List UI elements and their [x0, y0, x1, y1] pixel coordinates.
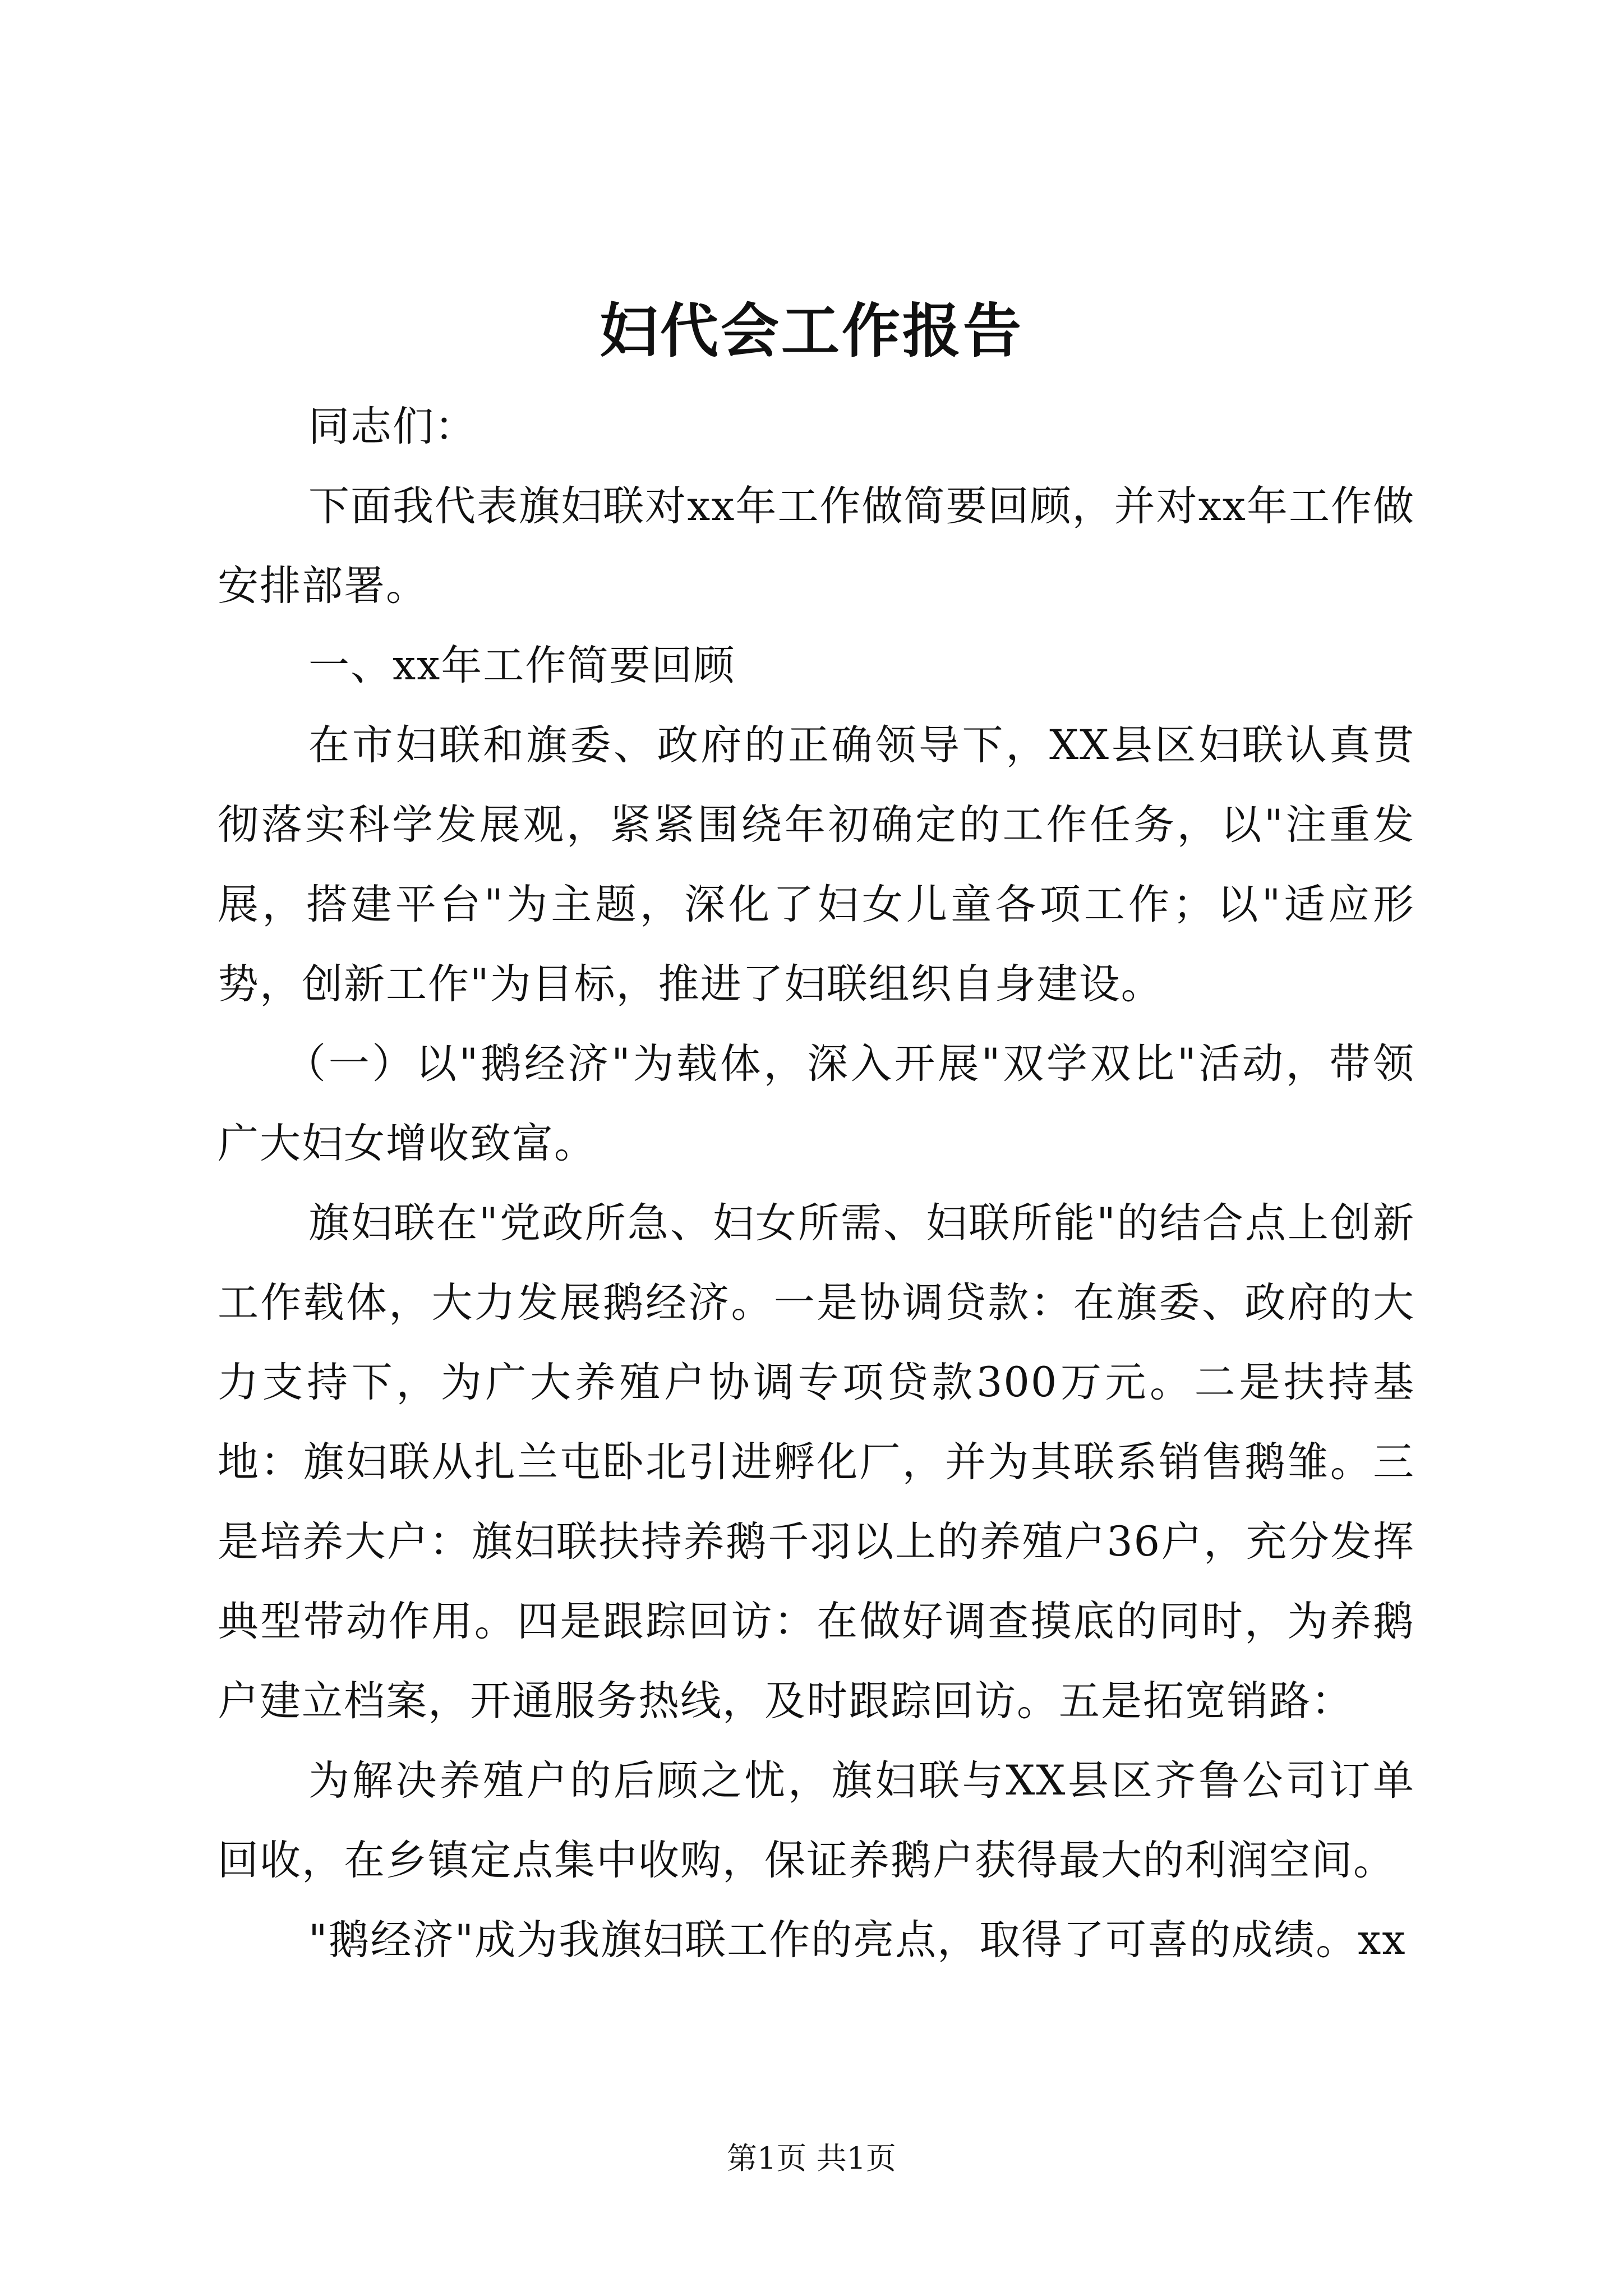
subsection-heading: （一）以"鹅经济"为载体，深入开展"双学双比"活动，带领广大妇女增收致富。 [218, 1040, 1415, 1167]
document-title: 妇代会工作报告 [599, 296, 1023, 365]
page-footer: 第1页 共1页 [727, 2141, 896, 2176]
document-body [218, 387, 1415, 1980]
section-heading: 一、xx年工作简要回顾 [308, 642, 736, 689]
body-paragraph: 旗妇联在"党政所急、妇女所需、妇联所能"的结合点上创新工作载体，大力发展鹅经济。一是协调贷款：在旗委、政府的大力支持下，为广大养殖户协调专项贷款300万元。二是扶持基地：旗妇联从扎兰屯卧北引进孵化厂，并为其联系销售鹅雏。三是培养大户：旗妇联扶持养鹅千羽以上的养殖户36户，充分发挥典型带动作用。四是跟踪回访：在做好调查摸底的同时，为养鹅户建立档案，开通服务热线，及时跟踪回访。五是拓宽销路： [218, 1199, 1415, 1725]
body-paragraph: 在市妇联和旗委、政府的正确领导下，XX县区妇联认真贯彻落实科学发展观，紧紧围绕年初确定的工作任务，以"注重发展，搭建平台"为主题，深化了妇女儿童各项工作；以"适应形势，创新工作"为目标，推进了妇联组织自身建设。 [218, 721, 1415, 1008]
body-paragraph: 为解决养殖户的后顾之忧，旗妇联与XX县区齐鲁公司订单回收，在乡镇定点集中收购，保证养鹅户获得最大的利润空间。 [218, 1757, 1415, 1884]
body-paragraph: "鹅经济"成为我旗妇联工作的亮点，取得了可喜的成绩。xx [308, 1916, 1407, 1964]
salutation-paragraph: 同志们： [308, 403, 477, 450]
intro-paragraph: 下面我代表旗妇联对xx年工作做简要回顾，并对xx年工作做安排部署。 [218, 482, 1415, 610]
